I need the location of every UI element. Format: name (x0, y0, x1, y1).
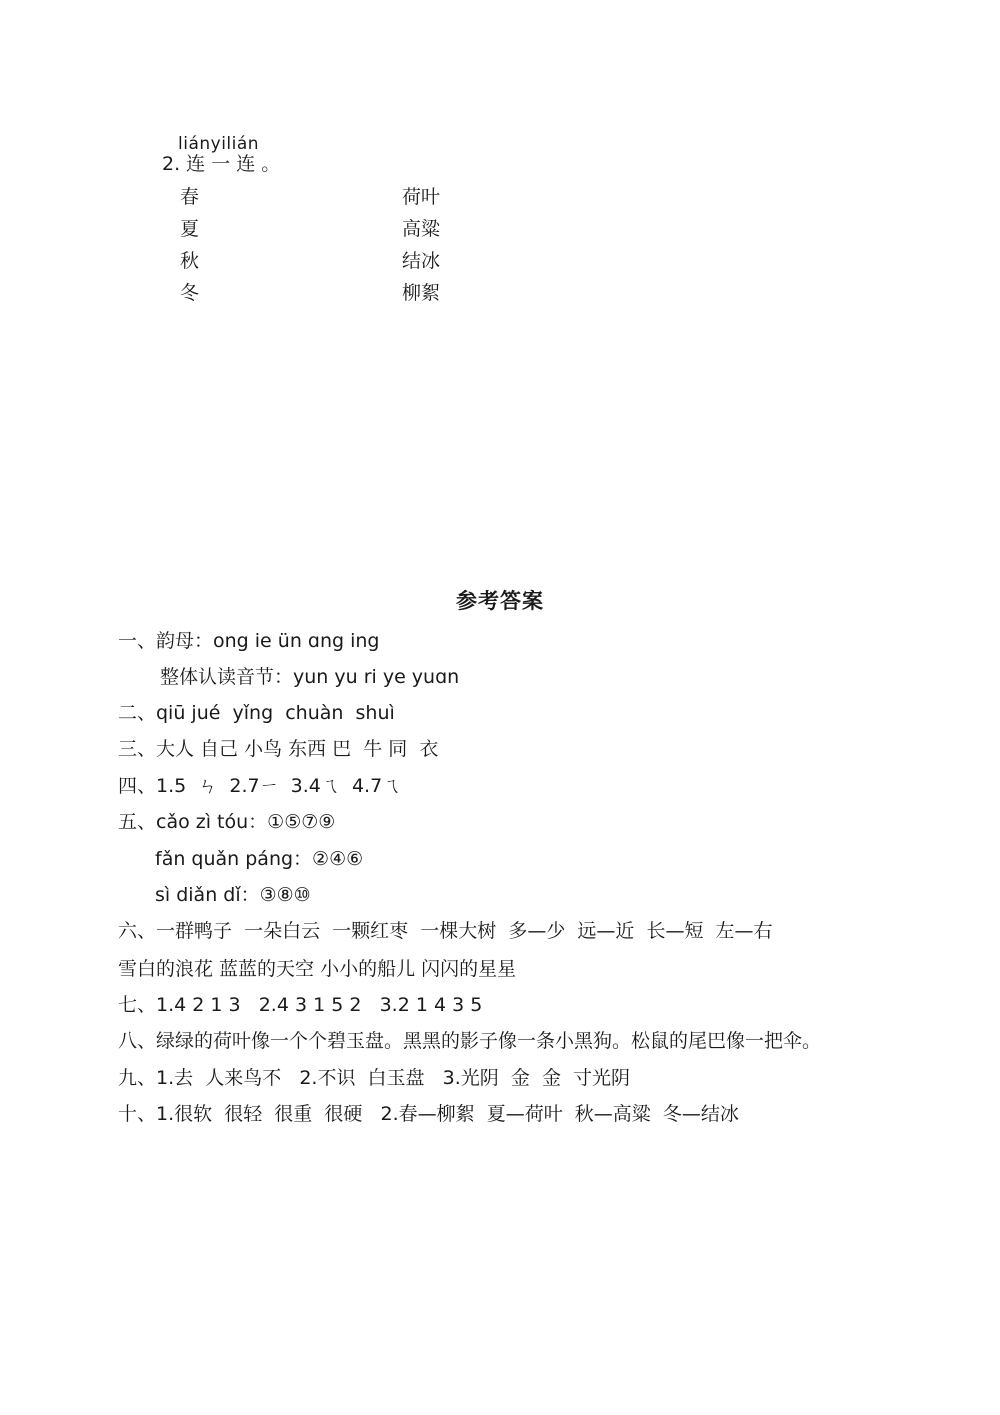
match-right-item: 高粱 (402, 218, 441, 240)
answer-line: 三、大人 自己 小鸟 东西 巴 牛 同 衣 (118, 738, 439, 760)
match-right-item: 柳絮 (402, 282, 441, 304)
question-pinyin: liányilián (178, 134, 260, 154)
match-left-item: 夏 (180, 218, 200, 240)
answer-line: 四、1.5 ㄣ 2.7ㄧ 3.4ㄟ 4.7ㄟ (118, 775, 402, 797)
answer-line: sì diǎn dǐ：③⑧⑩ (155, 884, 311, 906)
match-right-item: 荷叶 (402, 186, 441, 208)
answer-line: 整体认读音节：yun yu ri ye yuɑn (160, 666, 460, 688)
answer-line: 六、一群鸭子 一朵白云 一颗红枣 一棵大树 多—少 远—近 长—短 左—右 (118, 920, 773, 942)
answer-line: 八、绿绿的荷叶像一个个碧玉盘。黑黑的影子像一条小黑狗。松鼠的尾巴像一把伞。 (118, 1030, 822, 1052)
answer-key-title: 参考答案 (456, 589, 544, 613)
match-right-item: 结冰 (402, 250, 441, 272)
answer-line: 二、qiū jué yǐng chuàn shuì (118, 702, 395, 724)
answer-line: 十、1.很软 很轻 很重 很硬 2.春—柳絮 夏—荷叶 秋—高粱 冬—结冰 (118, 1103, 739, 1125)
answer-line: 一、韵母：ong ie ün ɑng ing (118, 630, 380, 652)
answer-line: 七、1.4 2 1 3 2.4 3 1 5 2 3.2 1 4 3 5 (118, 994, 483, 1016)
answer-line: fǎn quǎn páng：②④⑥ (155, 848, 364, 870)
match-left-item: 春 (180, 186, 200, 208)
question-title: 2. 连 一 连 。 (162, 153, 281, 175)
answer-line: 九、1.去 人来鸟不 2.不识 白玉盘 3.光阴 金 金 寸光阴 (118, 1067, 631, 1089)
match-left-item: 冬 (180, 282, 200, 304)
answer-line: 雪白的浪花 蓝蓝的天空 小小的船儿 闪闪的星星 (118, 958, 517, 980)
match-left-item: 秋 (180, 250, 200, 272)
answer-line: 五、cǎo zì tóu：①⑤⑦⑨ (118, 811, 336, 833)
